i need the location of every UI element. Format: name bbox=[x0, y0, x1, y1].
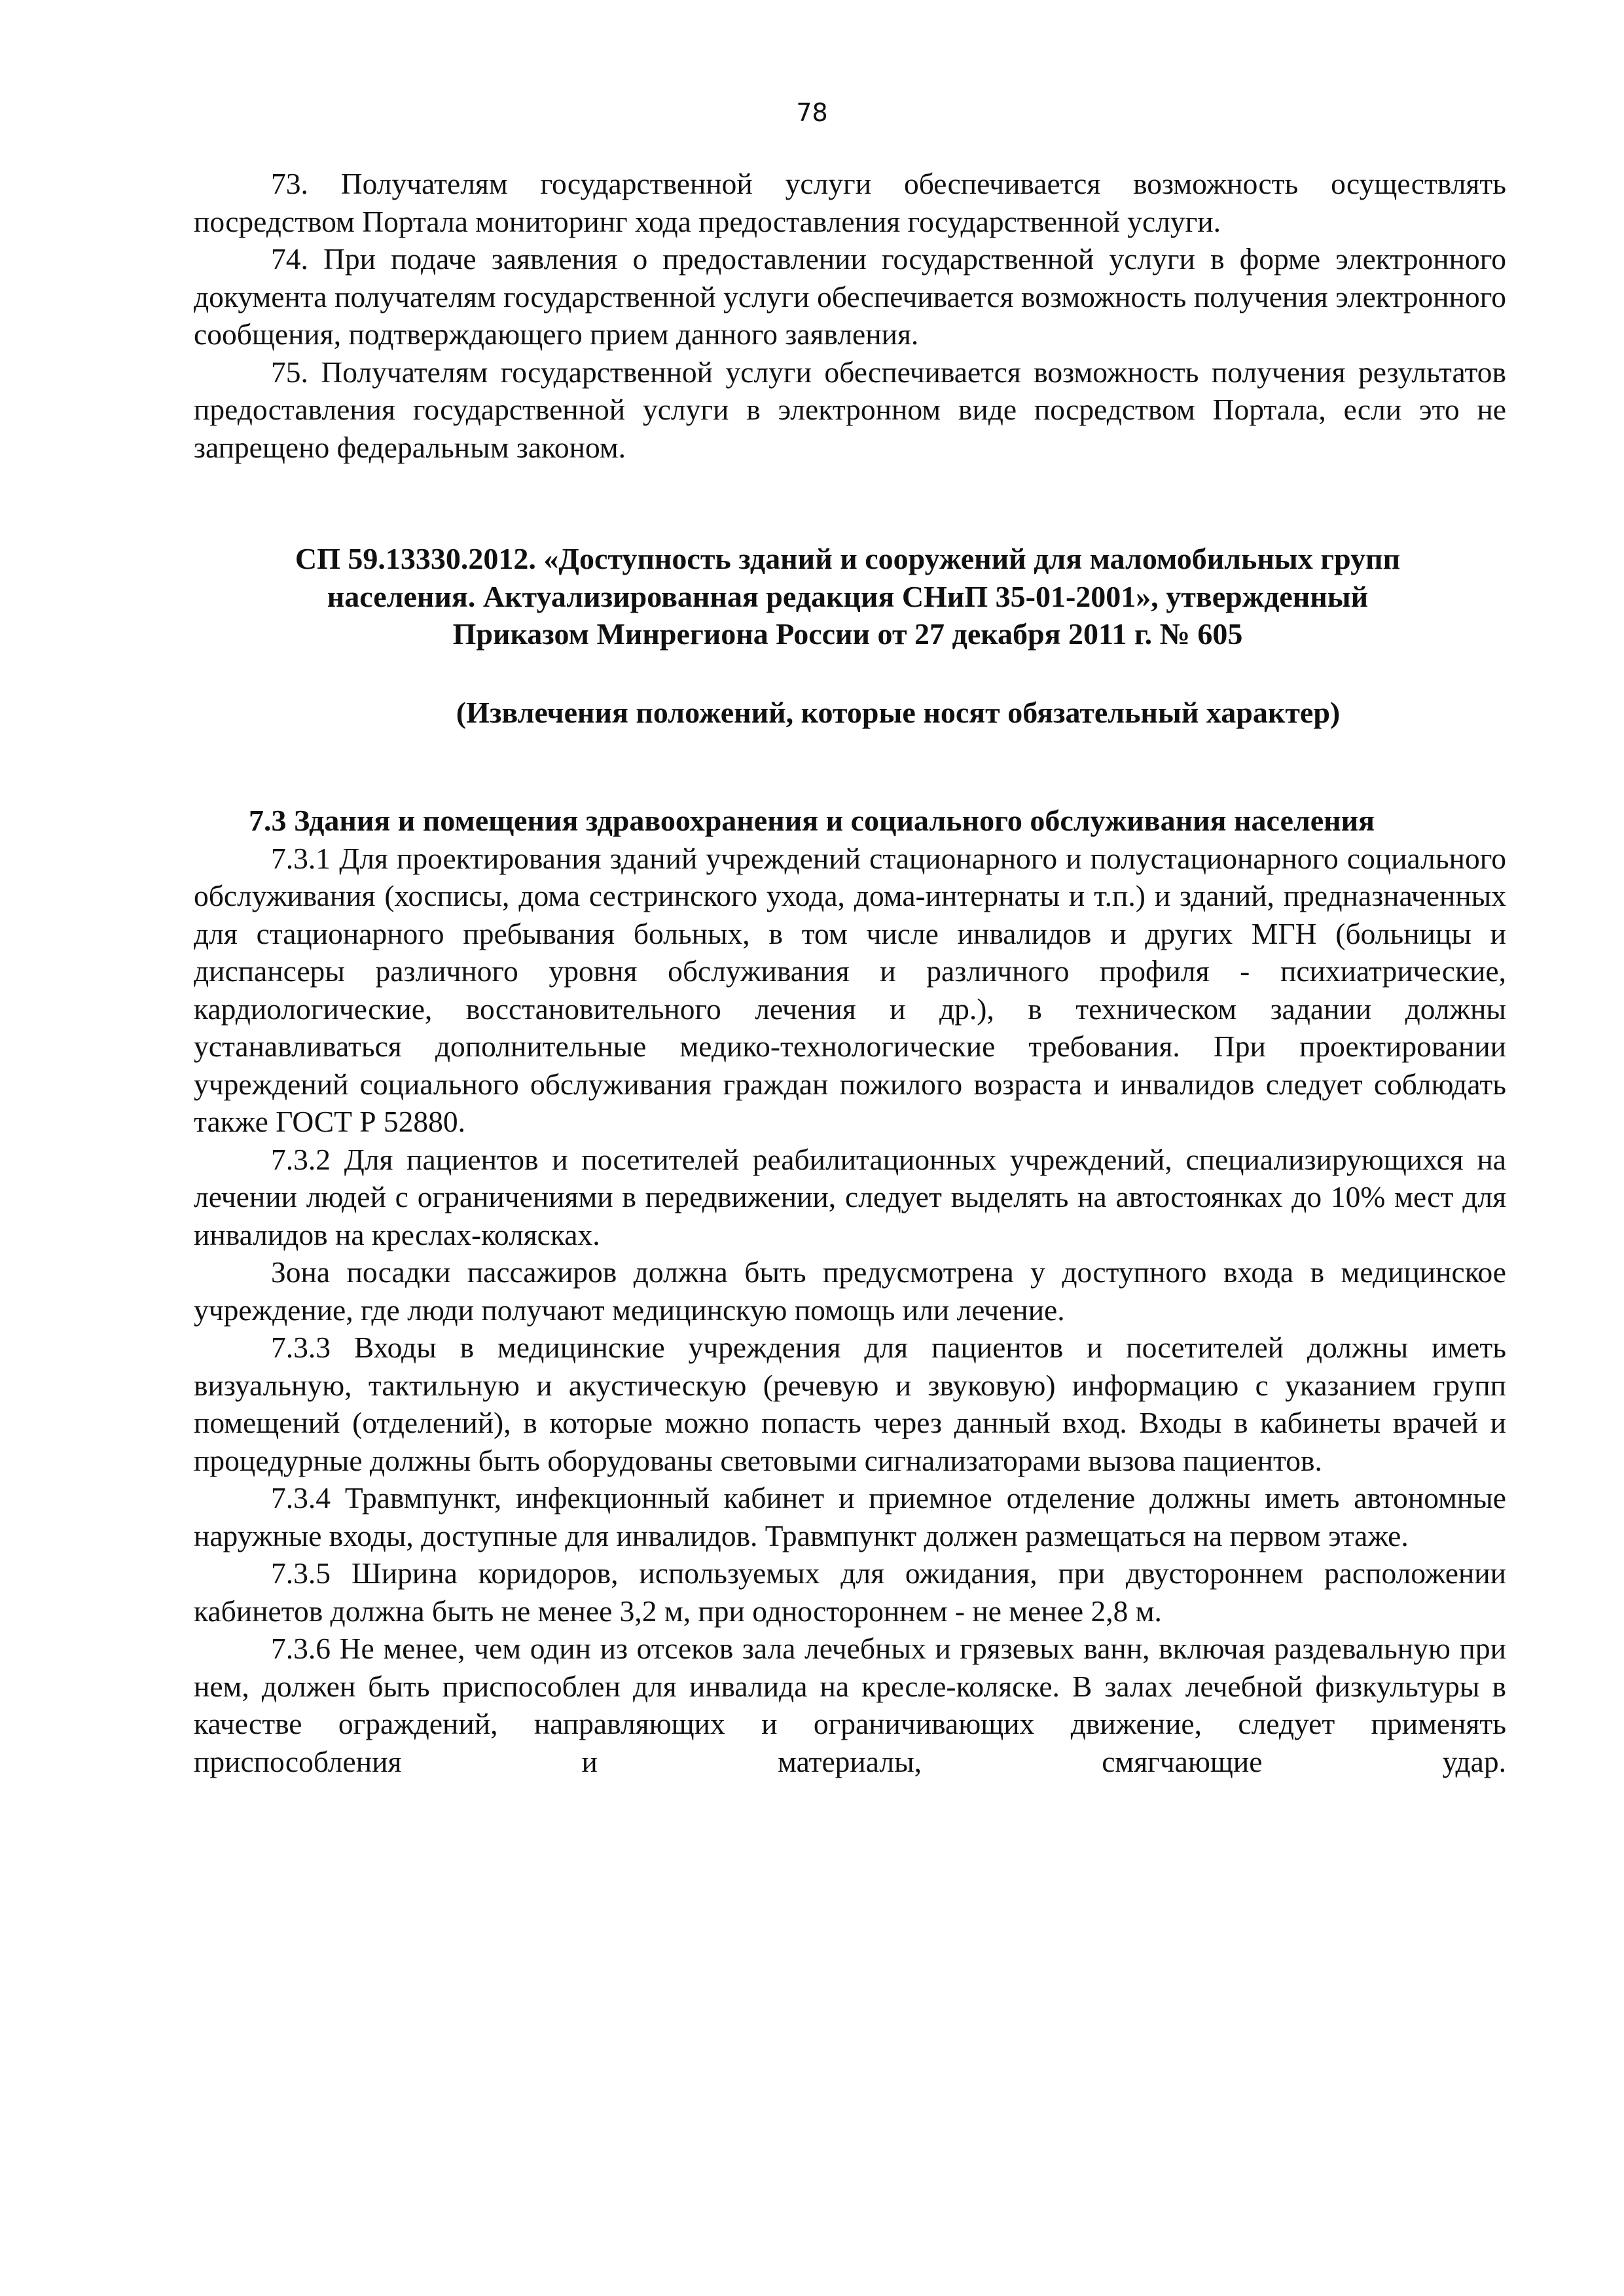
heading-line-3: Приказом Минрегиона России от 27 декабря 2011 г. № 605 bbox=[452, 617, 1243, 651]
heading-line-2: населения. Актуализированная редакция СНиП 35-01-2001», утвержденный bbox=[327, 579, 1369, 613]
extract-note: (Извлечения положений, которые носят обязательный характер) bbox=[456, 696, 1341, 729]
paragraph-75: 75. Получателям государственной услуги обеспечивается возможность получения результатов предоставления государственной услуги в электронном виде посредством Портала, если это не запрещено федеральным законом. bbox=[194, 355, 1506, 464]
paragraph-7-3-1: 7.3.1 Для проектирования зданий учреждений стационарного и полустационарного социального обслуживания (хосписы, дома сестринского ухода, дома-интернаты и т.п.) и зданий, предназначенных для стационарного пребывания больных, в том числе инвалидов и других МГН (больницы и диспансеры различного уровня обслуживания и различного профиля - психиатрические, кардиологические, восстановительного лечения и др.), в техническом задании должны устанавливаться дополнительные медико-технологические требования. При проектировании учреждений социального обслуживания граждан пожилого возраста и инвалидов следует соблюдать также ГОСТ Р 52880. bbox=[194, 841, 1506, 1138]
paragraph-73: 73. Получателям государственной услуги обеспечивается возможность осуществлять посредством Портала мониторинг хода предоставления государственной услуги. bbox=[194, 167, 1506, 238]
paragraph-7-3-3: 7.3.3 Входы в медицинские учреждения для пациентов и посетителей должны иметь визуальную, тактильную и акустическую (речевую и звуковую) информацию с указанием групп помещений (отделений), в которые можно попасть через данный вход. Входы в кабинеты врачей и процедурные должны быть оборудованы световыми сигнализаторами вызова пациентов. bbox=[194, 1331, 1506, 1477]
intro-paragraphs bbox=[194, 165, 1506, 466]
page-number: 78 bbox=[796, 98, 828, 127]
paragraph-7-3-2: 7.3.2 Для пациентов и посетителей реабилитационных учреждений, специализирующихся на лечении людей с ограничениями в передвижении, следует выделять на автостоянках до 10% мест для инвалидов на креслах-колясках. bbox=[194, 1142, 1506, 1251]
paragraph-7-3-4: 7.3.4 Травмпункт, инфекционный кабинет и приемное отделение должны иметь автономные наружные входы, доступные для инвалидов. Травмпункт должен размещаться на первом этаже. bbox=[194, 1481, 1506, 1552]
section-7-3 bbox=[194, 802, 1506, 1780]
paragraph-parking-zone: Зона посадки пассажиров должна быть предусмотрена у доступного входа в медицинское учреждение, где люди получают медицинскую помощь или лечение. bbox=[194, 1255, 1506, 1327]
document-heading bbox=[249, 540, 1447, 653]
paragraph-74: 74. При подаче заявления о предоставлении государственной услуги в форме электронного документа получателям государственной услуги обеспечивается возможность получения электронного сообщения, подтверждающего прием данного заявления. bbox=[194, 242, 1506, 351]
heading-line-1: СП 59.13330.2012. «Доступность зданий и сооружений для маломобильных групп bbox=[295, 542, 1401, 575]
section-title: 7.3 Здания и помещения здравоохранения и социального обслуживания населения bbox=[249, 804, 1375, 837]
paragraph-7-3-5: 7.3.5 Ширина коридоров, используемых для ожидания, при двустороннем расположении кабинетов должна быть не менее 3,2 м, при одностороннем - не менее 2,8 м. bbox=[194, 1556, 1506, 1628]
paragraph-7-3-6: 7.3.6 Не менее, чем один из отсеков зала лечебных и грязевых ванн, включая раздевальную при нем, должен быть приспособлен для инвалида на кресле-коляске. В залах лечебной физкультуры в качестве ограждений, направляющих и ограничивающих движение, следует применять приспособления и материалы, смягчающие удар. bbox=[194, 1632, 1506, 1778]
